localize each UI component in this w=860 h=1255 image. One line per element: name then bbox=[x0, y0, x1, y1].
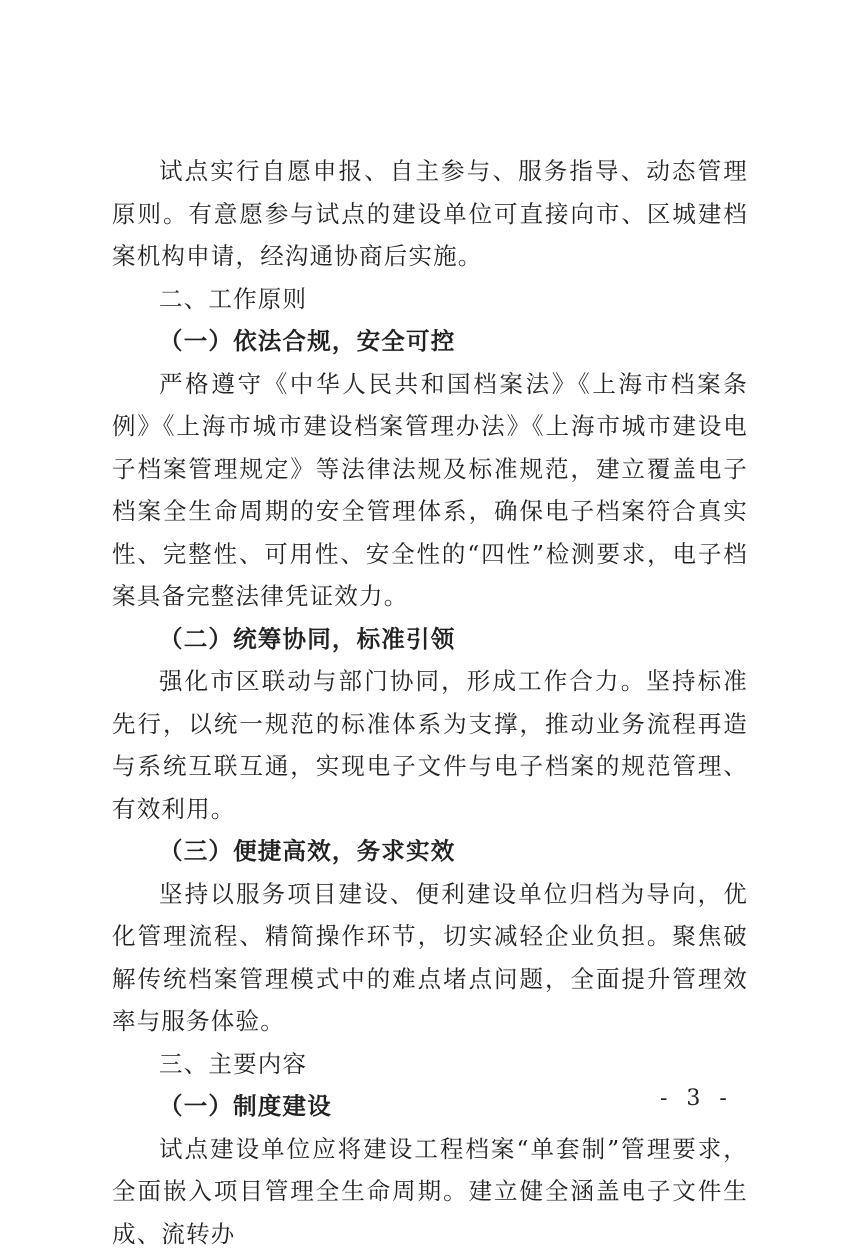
subheading-system-building: （一）制度建设 bbox=[112, 1085, 748, 1128]
paragraph-coordination-standards: 强化市区联动与部门协同，形成工作合力。坚持标准先行，以统一规范的标准体系为支撑，推动业务流程再造与系统互联互通，实现电子文件与电子档案的规范管理、有效利用。 bbox=[112, 660, 748, 830]
section-heading-work-principles: 二、工作原则 bbox=[112, 278, 748, 321]
subheading-coordination-standards: （二）统筹协同，标准引领 bbox=[112, 618, 748, 661]
paragraph-lawful-compliance: 严格遵守《中华人民共和国档案法》《上海市档案条例》《上海市城市建设档案管理办法》《上海市城市建设电子档案管理规定》等法律法规及标准规范，建立覆盖电子档案全生命周期的安全管理体系，确保电子档案符合真实性、完整性、可用性、安全性的“四性”检测要求，电子档案具备完整法律凭证效力。 bbox=[112, 363, 748, 618]
subheading-efficiency: （三）便捷高效，务求实效 bbox=[112, 830, 748, 873]
subheading-lawful-compliance: （一）依法合规，安全可控 bbox=[112, 320, 748, 363]
section-heading-main-content: 三、主要内容 bbox=[112, 1043, 748, 1086]
paragraph-efficiency: 坚持以服务项目建设、便利建设单位归档为导向，优化管理流程、精简操作环节，切实减轻企业负担。聚焦破解传统档案管理模式中的难点堵点问题，全面提升管理效率与服务体验。 bbox=[112, 873, 748, 1043]
paragraph-system-building: 试点建设单位应将建设工程档案“单套制”管理要求，全面嵌入项目管理全生命周期。建立健全涵盖电子文件生成、流转办 bbox=[112, 1128, 748, 1255]
page-number: - 3 - bbox=[660, 1086, 733, 1111]
document-body bbox=[112, 150, 748, 1255]
paragraph-pilot-principles: 试点实行自愿申报、自主参与、服务指导、动态管理原则。有意愿参与试点的建设单位可直接向市、区城建档案机构申请，经沟通协商后实施。 bbox=[112, 150, 748, 278]
